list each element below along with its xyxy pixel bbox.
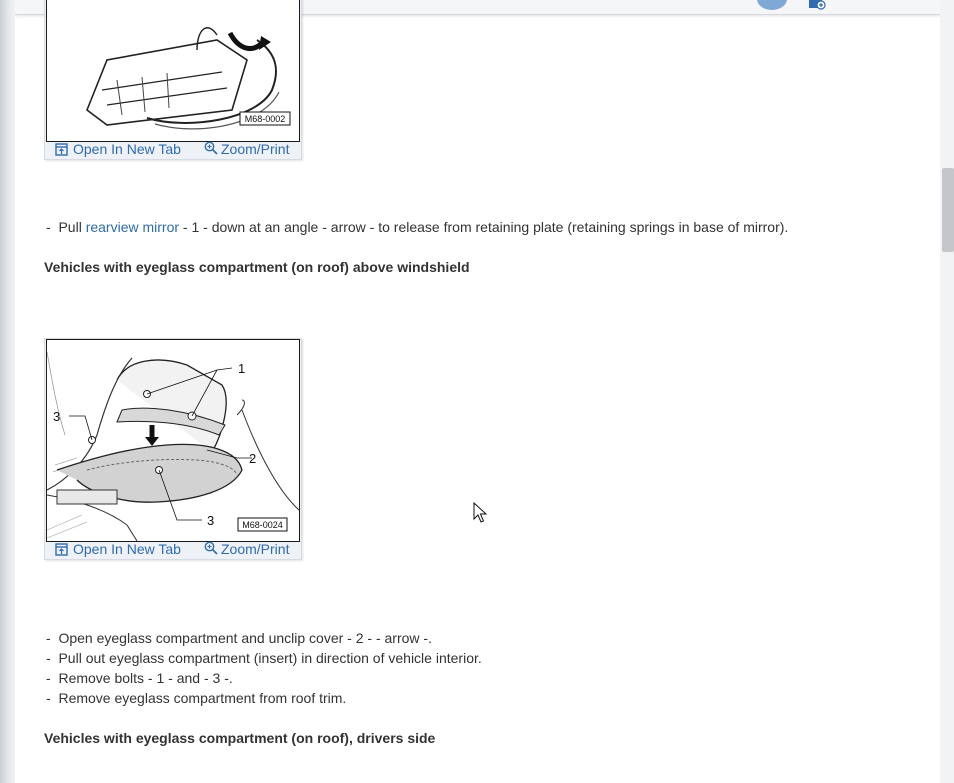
callout-1: 1 [238, 361, 246, 376]
mouse-pointer-icon [473, 502, 487, 524]
step-open-compartment: - Open eyeglass compartment and unclip cover - 2 - - arrow -. [46, 630, 432, 646]
figure-eyeglass-compartment [44, 338, 302, 560]
step-text: Remove bolts - 1 - and - 3 -. [58, 670, 233, 686]
zoom-in-icon [204, 541, 218, 555]
step-remove-compartment: - Remove eyeglass compartment from roof trim. [46, 690, 347, 706]
zoom-print-label: Zoom/Print [221, 141, 290, 157]
step-remove-bolts: - Remove bolts - 1 - and - 3 -. [46, 670, 233, 686]
illustration-rearview-mirror [46, 0, 300, 142]
window-left-edge [0, 0, 15, 783]
add-calendar-icon[interactable] [808, 0, 826, 10]
vertical-scrollbar-track[interactable] [942, 0, 954, 783]
document-content [15, 0, 940, 783]
zoom-in-icon [204, 141, 218, 155]
callout-3-bottom: 3 [207, 513, 215, 528]
user-avatar[interactable] [757, 0, 787, 10]
step-text: Remove eyeglass compartment from roof trim. [58, 690, 347, 706]
figure-code: M68-0024 [242, 520, 283, 530]
step-pull-mirror [46, 219, 788, 235]
section-heading: Vehicles with eyeglass compartment (on roof) above windshield [44, 259, 470, 275]
callout-3-left: 3 [53, 409, 61, 424]
step-pull-out-compartment: - Pull out eyeglass compartment (insert) in direction of vehicle interior. [46, 650, 482, 666]
zoom-print-label: Zoom/Print [221, 541, 290, 557]
step-text: Pull [58, 219, 86, 235]
figure-rearview-mirror [44, 0, 302, 160]
callout-2: 2 [249, 451, 257, 466]
open-in-new-tab-icon [55, 143, 68, 156]
figure-code: M68-0002 [244, 114, 286, 124]
zoom-print-button[interactable] [204, 538, 289, 557]
step-text: - 1 - down at an angle - arrow - to release from retaining plate (retaining springs in base of mirror). [179, 219, 789, 235]
vertical-scrollbar-thumb[interactable] [942, 168, 954, 252]
rearview-mirror-link[interactable]: rearview mirror [85, 219, 180, 235]
step-text: Pull out eyeglass compartment (insert) in direction of vehicle interior. [58, 650, 482, 666]
open-in-new-tab-label: Open In New Tab [73, 141, 181, 157]
step-text: Open eyeglass compartment and unclip cover - 2 - - arrow -. [58, 630, 432, 646]
open-in-new-tab-button[interactable] [55, 541, 181, 557]
section-heading: Vehicles with eyeglass compartment (on roof), drivers side [44, 730, 436, 746]
open-in-new-tab-button[interactable] [55, 141, 181, 157]
open-in-new-tab-icon [55, 543, 68, 556]
illustration-eyeglass-compartment [46, 339, 300, 542]
bullet: - [46, 219, 51, 235]
open-in-new-tab-label: Open In New Tab [73, 541, 181, 557]
zoom-print-button[interactable] [204, 138, 289, 157]
